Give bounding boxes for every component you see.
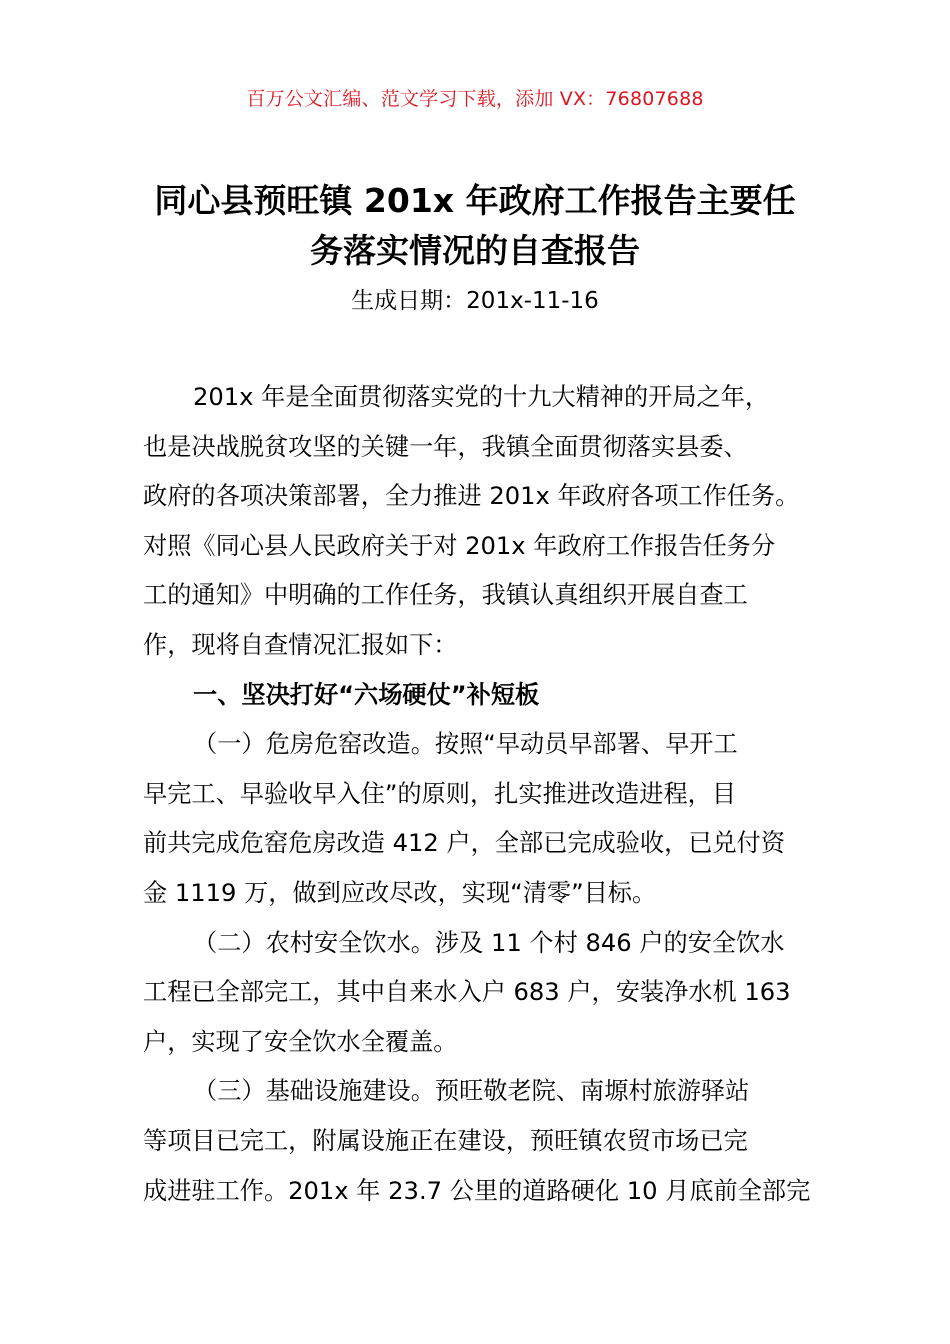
document-title-line-2: 务落实情况的自查报告: [310, 231, 640, 270]
paragraph-line: 户，实现了安全饮水全覆盖。: [143, 1027, 458, 1056]
paragraph-line: 作，现将自查情况汇报如下：: [143, 630, 458, 659]
paragraph-line: 等项目已完工，附属设施正在建设，预旺镇农贸市场已完: [143, 1126, 748, 1155]
paragraph-line: （三）基础设施建设。预旺敬老院、南塬村旅游驿站: [193, 1077, 750, 1106]
paragraph-line: 201x 年是全面贯彻落实党的十九大精神的开局之年，: [193, 383, 770, 411]
generated-date: 生成日期：201x-11-16: [351, 288, 599, 314]
watermark-banner: 百万公文汇编、范文学习下载，添加 VX：76807688: [246, 88, 704, 110]
paragraph-line: 早完工、早验收早入住”的原则，扎实推进改造进程，目: [143, 779, 737, 808]
paragraph-line: 金 1119 万，做到应改尽改，实现“清零”目标。: [143, 878, 657, 907]
paragraph-line: 工的通知》中明确的工作任务，我镇认真组织开展自查工: [143, 581, 748, 610]
paragraph-line: （二）农村安全饮水。涉及 11 个村 846 户的安全饮水: [193, 928, 785, 957]
paragraph-line: 政府的各项决策部署，全力推进 201x 年政府各项工作任务。: [143, 482, 800, 511]
paragraph-line: 对照《同心县人民政府关于对 201x 年政府工作报告任务分: [143, 531, 776, 560]
paragraph-line: 工程已全部完工，其中自来水入户 683 户，安装净水机 163: [143, 978, 791, 1007]
document-body: [143, 378, 813, 1221]
document-title-line-1: 同心县预旺镇 201x 年政府工作报告主要任: [154, 181, 796, 220]
paragraph-line: （一）危房危窑改造。按照“早动员早部署、早开工: [193, 730, 738, 759]
paragraph-line: 也是决战脱贫攻坚的关键一年，我镇全面贯彻落实县委、: [143, 432, 748, 461]
paragraph-line: 成进驻工作。201x 年 23.7 公里的道路硬化 10 月底前全部完: [143, 1176, 811, 1205]
paragraph-line: 前共完成危窑危房改造 412 户，全部已完成验收，已兑付资: [143, 829, 786, 858]
section-heading: 一、坚决打好“六场硬仗”补短板: [193, 680, 540, 709]
